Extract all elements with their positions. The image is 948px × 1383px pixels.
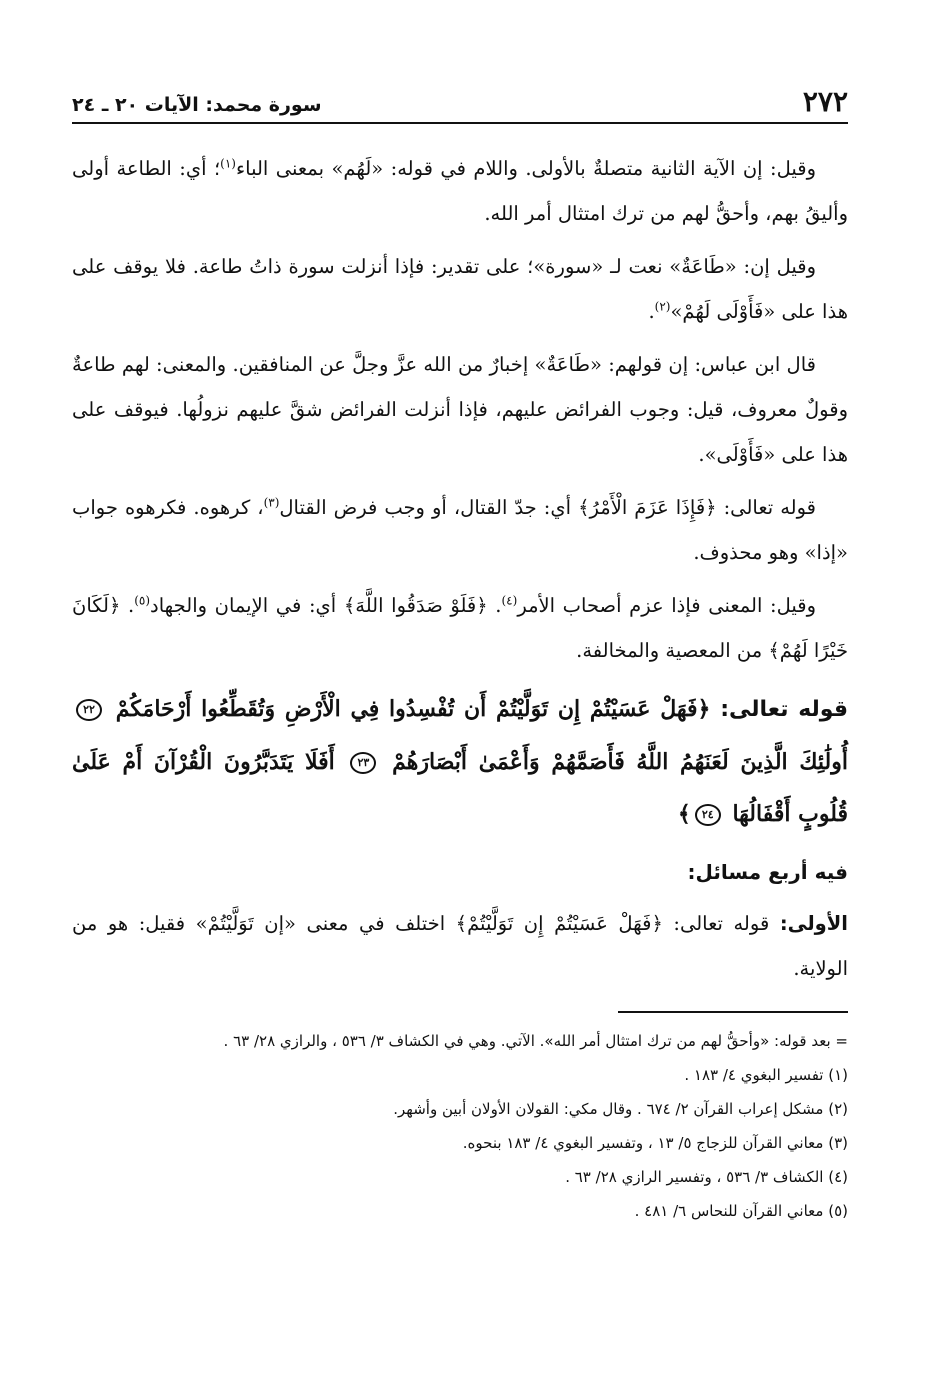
verse-23: أُولَٰئِكَ الَّذِينَ لَعَنَهُمُ اللَّهُ فَأَصَمَّهُمْ وَأَعْمَىٰ أَبْصَارَهُمْ xyxy=(392,749,848,775)
verse-lead: قوله تعالى: xyxy=(720,697,848,722)
paragraph-5: وقيل: المعنى فإذا عزم أصحاب الأمر$^{(٤)}$. ﴿فَلَوْ صَدَقُوا اللَّهَ﴾ أي: في الإيمان والجهاد$^{(٥)}$. ﴿لَكَانَ خَيْرًا لَهُمْ﴾ من المعصية والمخالفة. xyxy=(72,593,848,662)
footnote-continuation: = بعد قوله: «وأحقُّ لهم من ترك امتثال أمر الله». الآتي. وهي في الكشاف ٣/ ٥٣٦ ، والرازي ٢٨/ ٦٣ . xyxy=(223,1032,848,1050)
page-header xyxy=(72,72,848,116)
footnotes xyxy=(72,1025,848,1227)
ayah-number-24: ٢٤ xyxy=(695,804,721,826)
verse-close-bracket: ﴾ xyxy=(677,801,691,827)
footnote-2: (٢) مشكل إعراب القرآن ٢/ ٦٧٤ . وقال مكي: القولان الأولان أبين وأشهر. xyxy=(393,1100,848,1118)
ayah-number-22: ٢٢ xyxy=(76,699,102,721)
paragraph-4: قوله تعالى: ﴿فَإِذَا عَزَمَ الْأَمْرُ﴾ أي: جدّ القتال، أو وجب فرض القتال$^{(٣)}$، كرهوه. فكرهوه جواب «إذا» وهو محذوف. xyxy=(72,495,848,564)
section-heading: فيه أربع مسائل: xyxy=(687,860,848,884)
book-page xyxy=(72,72,848,1229)
footnote-1: (١) تفسير البغوي ٤/ ١٨٣ . xyxy=(684,1066,848,1084)
footnote-5: (٥) معاني القرآن للنحاس ٦/ ٤٨١ . xyxy=(634,1202,848,1220)
quran-verse-block xyxy=(72,683,848,840)
verse-22: ﴿فَهَلْ عَسَيْتُمْ إِن تَوَلَّيْتُمْ أَن تُفْسِدُوا فِي الْأَرْضِ وَتُقَطِّعُوا أَرْحَامَكُمْ xyxy=(115,696,711,722)
paragraph-1: وقيل: إن الآية الثانية متصلةٌ بالأولى. واللام في قوله: «لَهُم» بمعنى الباء$^{(١)}$؛ أي: الطاعة أولى وأليقُ بهم، وأحقُّ لهم من ترك امتثال أمر الله. xyxy=(72,156,848,225)
page-number: ٢٧٢ xyxy=(802,85,848,118)
running-title: سورة محمد: الآيات ٢٠ ـ ٢٤ xyxy=(72,94,322,116)
footnote-3: (٣) معاني القرآن للزجاج ٥/ ١٣ ، وتفسير البغوي ٤/ ١٨٣ بنحوه. xyxy=(462,1134,848,1152)
ayah-number-23: ٢٣ xyxy=(350,752,376,774)
main-text xyxy=(72,146,848,991)
footnote-ref-3[interactable]: (٣) xyxy=(263,495,280,510)
paragraph-6: الأولى: قوله تعالى: ﴿فَهَلْ عَسَيْتُمْ إِن تَوَلَّيْتُمْ﴾ اختلف في معنى «إن تَوَلَّيْتُمْ» فقيل: هو من الولاية. xyxy=(72,912,848,980)
footnote-ref-5[interactable]: (٥) xyxy=(134,593,151,608)
footnote-rule xyxy=(618,1011,848,1013)
paragraph-3: قال ابن عباس: إن قولهم: «طَاعَةٌ» إخبارٌ من الله عزَّ وجلَّ عن المنافقين. والمعنى: لهم طاعةٌ وقولٌ معروف، قيل: وجوب الفرائض عليهم، فإذا أنزلت الفرائض شقَّ عليهم نزولُها. فيوقف على هذا على «فَأَوْلَى». xyxy=(72,353,848,466)
footnote-ref-1[interactable]: (١) xyxy=(220,156,236,171)
footnote-ref-4[interactable]: (٤) xyxy=(501,593,518,608)
header-rule xyxy=(72,122,848,124)
footnote-ref-2[interactable]: (٢) xyxy=(654,299,671,314)
verse-24: أَفَلَا يَتَدَبَّرُونَ الْقُرْآنَ أَمْ عَلَىٰ قُلُوبٍ أَقْفَالُهَا xyxy=(72,749,848,827)
paragraph-2: وقيل إن: «طَاعَةٌ» نعت لـ «سورة»؛ على تقدير: فإذا أنزلت سورة ذاتُ طاعة. فلا يوقف على هذا على «فَأَوْلَى لَهُمْ»$^{(٢)}$. xyxy=(72,255,848,323)
issue-lead: الأولى: xyxy=(779,912,848,935)
footnote-4: (٤) الكشاف ٣/ ٥٣٦ ، وتفسير الرازي ٢٨/ ٦٣ . xyxy=(565,1168,848,1186)
